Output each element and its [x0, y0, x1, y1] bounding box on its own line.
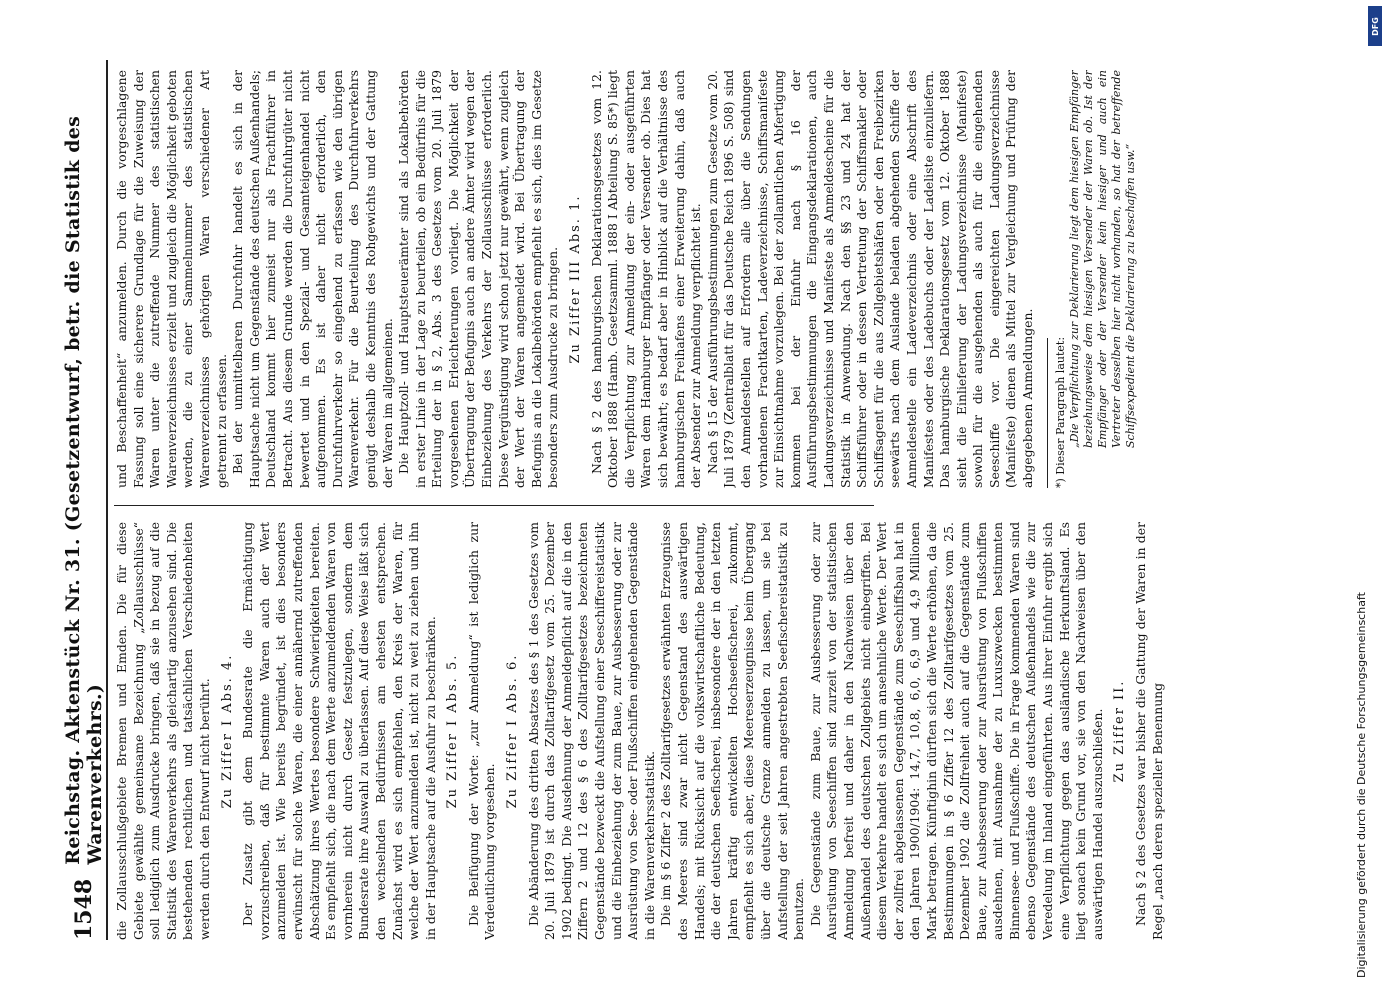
paragraph: die Zollausschlußgebiete Bremen und Emden. Die für diese Gebiete gewählte gemeinsame Bezeichnung „Zollausschlüsse“ soll lediglich zum Ausdrucke bringen, daß sie in bezug auf die Statistik des Warenverkehrs als gleichartig anzusehen sind. Die bestehenden rechtlichen und tatsächlichen Verschiedenheiten werden durch den Entwurf nicht berührt. — [114, 522, 212, 940]
margin-note — [1352, 12, 1372, 978]
dfg-logo-text: DFG — [1370, 16, 1380, 36]
paragraph: Die Gegenstände zum Baue, zur Ausbesserung oder zur Ausrüstung von Seeschiffen sind zurzeit von der statistischen Anmeldung befreit und daher in den Nachweisen über den Außenhandel des deutschen Zollgebiets nicht einbegriffen. Bei diesem Verkehre handelt es sich um ansehnliche Werte. Der Wert der zollfrei abgelassenen Gegenstände zum Seeschiffsbau hat in den Jahren 1900/1904: 14,7, 10,8, 6,0, 6,9 und 4,9 Millionen Mark betragen. Künftighin dürften sich die Werte erhöhen, da die Bestimmungen in § 6 Ziffer 12 des Zolltarifgesetzes vom 25. Dezember 1902 die Zollfreiheit auch auf die Gegenstände zum Baue, zur Ausbesserung oder zur Ausrüstung von Flußschiffen ausdehnen, mit Ausnahme der zu Luxuszwecken bestimmten Binnensee- und Flußschiffe. Die in Frage kommenden Waren sind ebenso Gegenstände des deutschen Außenhandels wie die zur Veredelung im Inland eingeführten. Aus ihrer Einfuhr ergibt sich eine Verpflichtung gegen das ausländische Herkunftsland. Es liegt sonach kein Grund vor, sie von den Nachweisen über den auswärtigen Handel auszuschließen. — [807, 522, 1105, 940]
section-heading: Zu Ziffer I Abs. 4. — [219, 653, 235, 809]
section-heading: Zu Ziffer II. — [1112, 679, 1128, 783]
paragraph: und Beschaffenheit“ anzumelden. Durch die vorgeschlagene Fassung soll eine sicherere Grundlage für die Zuweisung der Waren unter die zutreffende Nummer des statistischen Warenverzeichnisses erzielt und zugleich die Möglichkeit geboten werden, die zu einer Sammelnummer des statistischen Warenverzeichnisses gehörigen Waren verschiedener Art getrennt zu erfassen. — [114, 70, 229, 488]
section-heading: Zu Ziffer I Abs. 5. — [445, 653, 461, 809]
paragraph: Der Zusatz gibt dem Bundesrate die Ermächtigung vorzuschreiben, daß für bestimmte Waren auch der Wert anzumelden ist. Wie bereits begründet, ist dies besonders erwünscht für solche Waren, die einer annähernd zutreffenden Abschätzung ihres Wertes besondere Schwierigkeiten bereiten. Es empfiehlt sich, die nach dem Werte anzumeldenden Waren von vornherein nicht durch Gesetz festzulegen, sondern dem Bundesrate ihre Auswahl zu überlassen. Auf diese Weise läßt sich den wechselnden Bedürfnissen am ehesten entsprechen. Zunächst wird es sich empfehlen, den Kreis der Waren, für welche der Wert anzumelden ist, nicht zu weit zu ziehen und ihn in der Hauptsache auf die Ausfuhr zu beschränken. — [240, 522, 438, 940]
paragraph: Die Hauptzoll- und Hauptsteuerämter sind als Lokalbehörden in erster Linie in der Lage zu beurteilen, ob ein Bedürfnis für die Erteilung der in § 2, Abs. 3 des Gesetzes vom 20. Juli 1879 vorgesehenen Erleichterungen vorliegt. Die Möglichkeit der Übertragung der Befugnis auch an andere Ämter wird wegen der Einbeziehung des Verkehrs der Zollausschlüsse erforderlich. Diese Vergünstigung wird schon jetzt nur gewährt, wenn zugleich der Wert der Waren angemeldet wird. Bei Übertragung der Befugnis an die Lokalbehörden empfiehlt es sich, dies im Gesetze besonders zum Ausdrucke zu bringen. — [396, 70, 561, 488]
paragraph: Die Beifügung der Worte: „zur Anmeldung“ ist lediglich zur Verdeutlichung vorgesehen. — [465, 522, 498, 940]
page-number: 1548 — [71, 878, 97, 940]
paragraph: Nach § 2 des hamburgischen Deklarationsgesetzes vom 12. Oktober 1888 (Hamb. Gesetzsamml. 1888 I Abteilung S. 85*) liegt die Verpflichtung zur Anmeldung der ein- oder ausgeführten Waren dem Hamburger Empfänger oder Versender ob. Dies hat sich bewährt; es bedarf aber in Hinblick auf die Verhältnisse des hamburgischen Freihafens einer Erweiterung dahin, daß auch der Absender zur Anmeldung verpflichtet ist. — [588, 70, 704, 488]
page-header — [62, 60, 108, 940]
footnote-intro: *) Dieser Paragraph lautet: — [1053, 336, 1067, 488]
right-column — [114, 70, 1304, 488]
left-column — [114, 522, 1304, 940]
paragraph: Nach § 15 der Ausführungsbestimmungen zum Gesetze vom 20. Juli 1879 (Zentralblatt für das Deutsche Reich 1896 S. 508) sind den Anmeldestellen auf Erfordern alle über die Sendungen vorhandenen Frachtkarten, Ladeverzeichnisse, Schiffsmanifeste zur Einsichtnahme vorzulegen. Bei der zollamtlichen Abfertigung kommen bei der Einfuhr nach § 16 der Ausführungsbestimmungen die Eingangsdeklarationen, auch Ladungsverzeichnisse und Manifeste als Anmeldescheine für die Statistik in Anwendung. Nach den §§ 23 und 24 hat der Schiffsführer oder in dessen Vertretung der Schiffsmakler oder Schiffsagent für die aus Zollgebietshäfen oder den Freibezirken seewärts nach dem Auslande beladen abgehenden Schiffe der Anmeldestelle ein Ladeverzeichnis oder eine Abschrift des Manifestes oder des Ladebuchs oder der Ladeliste einzuliefern. Das hamburgische Deklarationsgesetz vom 12. Oktober 1888 sieht die Einlieferung der Ladungsverzeichnisse (Manifeste) sowohl für die ausgehenden als auch für die eingehenden Seeschiffe vor. Die eingereichten Ladungsverzeichnisse (Manifeste) dienen als Mittel zur Vergleichung und Prüfung der abgegebenen Anmeldungen. — [704, 70, 1036, 488]
section-heading: Zu Ziffer I Abs. 6. — [505, 653, 521, 809]
footnote — [1054, 70, 1138, 488]
footnote-rule — [1047, 338, 1048, 488]
paragraph: Nach § 2 des Gesetzes war bisher die Gattung der Waren in der Regel „nach deren spezieller Benennung — [1133, 522, 1165, 940]
column-divider — [114, 505, 874, 506]
paragraph: Die im § 6 Ziffer 2 des Zolltarifgesetzes erwähnten Erzeugnisse des Meeres sind zwar nicht Gegenstand des auswärtigen Handels; mit Rücksicht auf die volkswirtschaftliche Bedeutung, die der deutschen Seefischerei, insbesondere der in den letzten Jahren kräftig entwickelten Hochseefischerei, zukommt, empfiehlt es sich aber, diese Meereserzeugnisse beim Übergang über die deutsche Grenze anmelden zu lassen, um sie bei Aufstellung der seit Jahren angestrebten Seefischereistatistik zu benutzen. — [658, 522, 807, 940]
paragraph: Die Abänderung des dritten Absatzes des § 1 des Gesetzes vom 20. Juli 1879 ist durch das Zolltarifgesetz vom 25. Dezember 1902 bedingt. Die Ausdehnung der Anmeldepflicht auf die in den Ziffern 2 und 12 des § 6 des Zolltarifgesetzes bezeichneten Gegenstände bezweckt die Aufstellung einer Seeschiffereistatistik und die Einbeziehung der zum Baue, zur Ausbesserung oder zur Ausrüstung von See- oder Flußschiffen eingehenden Gegenstände in die Warenverkehrsstatistik. — [525, 522, 657, 940]
dfg-credit-text: Digitalisierung gefördert durch die Deutsche Forschungsgemeinschaft — [1355, 592, 1368, 978]
rotated-page — [62, 60, 1312, 940]
paragraph: Bei der unmittelbaren Durchfuhr handelt es sich in der Hauptsache nicht um Gegenstände des deutschen Außenhandels; Deutschland kommt hier zumeist nur als Frachtführer in Betracht. Aus diesem Grunde werden die Durchfuhrgüter nicht bewertet und in den Spezial- und Gesamteigenhandel nicht aufgenommen. Es ist daher nicht erforderlich, den Durchfuhrverkehr so eingehend zu erfassen wie den übrigen Warenverkehr. Für die Beurteilung des Durchfuhrverkehrs genügt deshalb die Kenntnis des Rohgewichts und der Gattung der Waren im allgemeinen. — [230, 70, 395, 488]
dfg-logo — [1368, 6, 1382, 46]
footnote-quote: „Die Verpflichtung zur Deklarierung liegt dem hiesigen Empfänger beziehungsweise dem hiesigen Versender der Waren ob. Ist der Empfänger oder der Versender kein hiesiger und auch ein Vertreter desselben hier nicht vorhanden, so hat der betreffende Schiffsexpedient die Deklarierung zu beschaffen usw.“ — [1067, 70, 1137, 448]
section-heading: Zu Ziffer III Abs. 1. — [568, 194, 584, 364]
page-title: Reichstag. Aktenstück Nr. 31. (Gesetzentwurf, betr. die Statistik des Warenverkehrs.) — [62, 115, 106, 865]
